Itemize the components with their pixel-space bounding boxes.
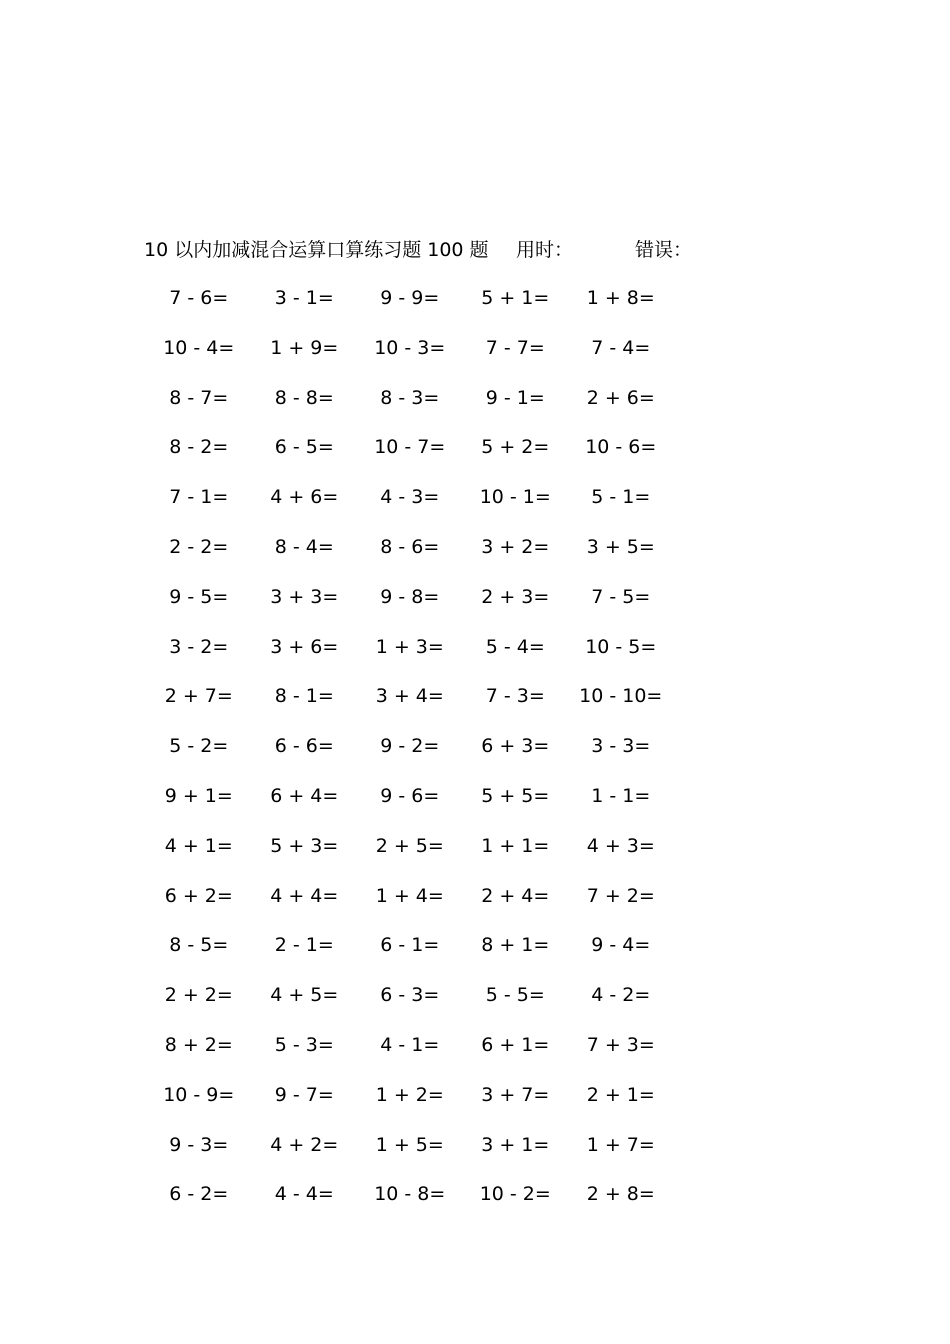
arithmetic-problem: 2 + 4= xyxy=(481,884,550,907)
arithmetic-problem: 6 + 4= xyxy=(270,784,339,807)
arithmetic-problem: 5 + 2= xyxy=(481,436,550,459)
arithmetic-problem: 9 - 6= xyxy=(380,784,440,807)
arithmetic-problem: 1 + 2= xyxy=(375,1083,444,1106)
arithmetic-problem: 1 + 7= xyxy=(586,1133,655,1156)
problem-grid xyxy=(146,285,686,1231)
arithmetic-problem: 4 + 4= xyxy=(270,884,339,907)
arithmetic-problem: 10 - 3= xyxy=(374,336,446,359)
arithmetic-problem: 4 + 6= xyxy=(270,486,339,509)
arithmetic-problem: 10 - 8= xyxy=(374,1183,446,1206)
arithmetic-problem: 1 + 8= xyxy=(586,287,655,309)
arithmetic-problem: 7 - 3= xyxy=(485,685,545,708)
arithmetic-problem: 5 - 2= xyxy=(169,735,229,758)
arithmetic-problem: 5 - 3= xyxy=(274,1033,334,1056)
arithmetic-problem: 7 + 2= xyxy=(586,884,655,907)
arithmetic-problem: 9 - 5= xyxy=(169,585,229,608)
arithmetic-problem: 5 + 5= xyxy=(481,784,550,807)
arithmetic-problem: 9 - 7= xyxy=(274,1083,334,1106)
arithmetic-problem: 2 + 2= xyxy=(164,984,233,1007)
arithmetic-problem: 3 + 2= xyxy=(481,535,550,558)
arithmetic-problem: 9 - 1= xyxy=(485,386,545,409)
arithmetic-problem: 5 + 1= xyxy=(481,287,550,309)
worksheet-title: 10 以内加减混合运算口算练习题 100 题 xyxy=(144,239,489,261)
arithmetic-problem: 3 - 1= xyxy=(274,287,334,309)
arithmetic-problem: 10 - 5= xyxy=(585,635,657,658)
arithmetic-problem: 6 - 6= xyxy=(274,735,334,758)
arithmetic-problem: 7 + 3= xyxy=(586,1033,655,1056)
arithmetic-problem: 1 + 9= xyxy=(270,336,339,359)
arithmetic-problem: 3 + 7= xyxy=(481,1083,550,1106)
arithmetic-problem: 5 - 5= xyxy=(485,984,545,1007)
arithmetic-problem: 5 - 4= xyxy=(485,635,545,658)
arithmetic-problem: 5 + 3= xyxy=(270,834,339,857)
arithmetic-problem: 3 - 3= xyxy=(591,735,651,758)
arithmetic-problem: 2 + 7= xyxy=(164,685,233,708)
arithmetic-problem: 7 - 4= xyxy=(591,336,651,359)
arithmetic-problem: 8 - 1= xyxy=(274,685,334,708)
arithmetic-problem: 3 + 1= xyxy=(481,1133,550,1156)
arithmetic-problem: 8 - 7= xyxy=(169,386,229,409)
arithmetic-problem: 2 + 1= xyxy=(586,1083,655,1106)
arithmetic-problem: 9 - 9= xyxy=(380,287,440,309)
arithmetic-problem: 6 - 3= xyxy=(380,984,440,1007)
arithmetic-problem: 8 + 1= xyxy=(481,934,550,957)
arithmetic-problem: 3 + 6= xyxy=(270,635,339,658)
arithmetic-problem: 4 + 5= xyxy=(270,984,339,1007)
arithmetic-problem: 7 - 5= xyxy=(591,585,651,608)
worksheet-header xyxy=(144,236,764,264)
arithmetic-problem: 8 - 6= xyxy=(380,535,440,558)
arithmetic-problem: 5 - 1= xyxy=(591,486,651,509)
arithmetic-problem: 7 - 7= xyxy=(485,336,545,359)
arithmetic-problem: 10 - 10= xyxy=(579,685,663,708)
arithmetic-problem: 10 - 6= xyxy=(585,436,657,459)
arithmetic-problem: 4 - 4= xyxy=(274,1183,334,1206)
arithmetic-problem: 1 + 5= xyxy=(375,1133,444,1156)
arithmetic-problem: 2 + 3= xyxy=(481,585,550,608)
arithmetic-problem: 8 - 3= xyxy=(380,386,440,409)
arithmetic-problem: 4 - 3= xyxy=(380,486,440,509)
arithmetic-problem: 8 + 2= xyxy=(164,1033,233,1056)
arithmetic-problem: 1 + 1= xyxy=(481,834,550,857)
arithmetic-problem: 10 - 9= xyxy=(163,1083,235,1106)
arithmetic-problem: 3 + 4= xyxy=(375,685,444,708)
arithmetic-problem: 7 - 1= xyxy=(169,486,229,509)
arithmetic-problem: 3 - 2= xyxy=(169,635,229,658)
arithmetic-problem: 9 - 8= xyxy=(380,585,440,608)
arithmetic-problem: 2 - 1= xyxy=(274,934,334,957)
arithmetic-problem: 9 - 3= xyxy=(169,1133,229,1156)
arithmetic-problem: 6 + 2= xyxy=(164,884,233,907)
arithmetic-problem: 8 - 8= xyxy=(274,386,334,409)
errors-label: 错误： xyxy=(635,239,693,261)
arithmetic-problem: 4 - 2= xyxy=(591,984,651,1007)
arithmetic-problem: 8 - 4= xyxy=(274,535,334,558)
arithmetic-problem: 4 + 3= xyxy=(586,834,655,857)
arithmetic-problem: 10 - 7= xyxy=(374,436,446,459)
arithmetic-problem: 9 - 4= xyxy=(591,934,651,957)
arithmetic-problem: 1 + 4= xyxy=(375,884,444,907)
arithmetic-problem: 2 + 5= xyxy=(375,834,444,857)
arithmetic-problem: 7 - 6= xyxy=(169,287,229,309)
arithmetic-problem: 4 + 1= xyxy=(164,834,233,857)
arithmetic-problem: 2 + 8= xyxy=(586,1183,655,1206)
arithmetic-problem: 4 + 2= xyxy=(270,1133,339,1156)
arithmetic-problem: 1 + 3= xyxy=(375,635,444,658)
arithmetic-problem: 4 - 1= xyxy=(380,1033,440,1056)
arithmetic-problem: 9 + 1= xyxy=(164,784,233,807)
arithmetic-problem: 8 - 2= xyxy=(169,436,229,459)
arithmetic-problem: 10 - 1= xyxy=(479,486,551,509)
arithmetic-problem: 10 - 4= xyxy=(163,336,235,359)
arithmetic-problem: 9 - 2= xyxy=(380,735,440,758)
arithmetic-problem: 2 - 2= xyxy=(169,535,229,558)
arithmetic-problem: 6 + 3= xyxy=(481,735,550,758)
arithmetic-problem: 6 - 1= xyxy=(380,934,440,957)
arithmetic-problem: 1 - 1= xyxy=(591,784,651,807)
arithmetic-problem: 2 + 6= xyxy=(586,386,655,409)
arithmetic-problem: 10 - 2= xyxy=(479,1183,551,1206)
arithmetic-problem: 3 + 3= xyxy=(270,585,339,608)
arithmetic-problem: 6 - 5= xyxy=(274,436,334,459)
arithmetic-problem: 6 - 2= xyxy=(169,1183,229,1206)
arithmetic-problem: 3 + 5= xyxy=(586,535,655,558)
arithmetic-problem: 6 + 1= xyxy=(481,1033,550,1056)
time-used-label: 用时： xyxy=(516,239,574,261)
arithmetic-problem: 8 - 5= xyxy=(169,934,229,957)
